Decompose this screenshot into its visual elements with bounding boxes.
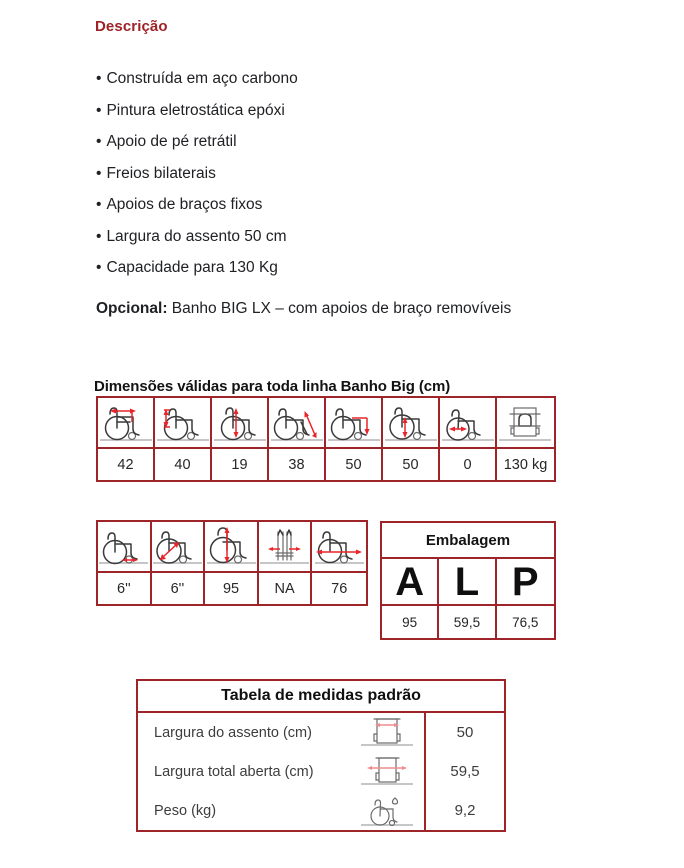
standard-measure-label: Peso (kg) xyxy=(154,802,217,819)
table-cell: 38 xyxy=(269,447,326,480)
standard-measure-value: 59,5 xyxy=(450,763,480,780)
wheelchair-folded-width-icon xyxy=(259,522,313,571)
standard-measure-value: 50 xyxy=(456,724,474,741)
table-cell: 6'' xyxy=(152,571,206,604)
list-item xyxy=(96,252,566,284)
table-cell: NA xyxy=(259,571,313,604)
table-row xyxy=(138,752,424,791)
list-item xyxy=(96,95,566,127)
table-cell: 95 xyxy=(205,571,259,604)
packaging-letter: A xyxy=(395,559,425,604)
packaging-letter-row xyxy=(382,559,554,604)
dimensions-icon-row xyxy=(98,398,554,447)
standard-measure-value: 9,2 xyxy=(454,802,476,819)
table-cell: 6'' xyxy=(98,571,152,604)
packaging-value: 59,5 xyxy=(439,604,494,638)
optional-note xyxy=(96,300,511,318)
wheelchair-backrest-height-icon xyxy=(155,398,212,447)
standard-measure-label: Largura do assento (cm) xyxy=(154,724,312,741)
table-cell: 130 kg xyxy=(497,447,554,480)
wheelchair-footrest-length-icon xyxy=(269,398,326,447)
standard-measures-body xyxy=(138,713,504,830)
table-cell: 0 xyxy=(440,447,497,480)
packaging-table xyxy=(380,521,556,640)
wheelchair-seat-width-front-icon xyxy=(350,713,424,752)
table-cell xyxy=(497,604,554,638)
description-heading: Descrição xyxy=(95,18,168,35)
optional-value: Banho BIG LX – com apoios de braço removíveis xyxy=(167,300,512,317)
optional-label: Opcional: xyxy=(96,300,168,317)
table-cell xyxy=(382,604,439,638)
list-item-label: Freios bilaterais xyxy=(106,164,216,182)
extra-icon-row xyxy=(98,522,366,571)
bullet-icon: • xyxy=(96,70,102,87)
wheelchair-total-height-icon xyxy=(205,522,259,571)
packaging-letter: L xyxy=(454,559,480,604)
list-item-label: Pintura eletrostática epóxi xyxy=(106,101,285,119)
table-cell xyxy=(382,559,439,604)
wheelchair-front-caster-icon xyxy=(98,522,152,571)
bullet-icon: • xyxy=(96,259,102,276)
table-row xyxy=(138,713,424,752)
packaging-table-title: Embalagem xyxy=(382,523,554,559)
wheelchair-seat-height-icon xyxy=(212,398,269,447)
wheelchair-total-width-front-icon xyxy=(350,752,424,791)
list-item-label: Capacidade para 130 Kg xyxy=(106,259,278,276)
extra-value-row xyxy=(98,571,366,604)
bullet-icon: • xyxy=(96,133,102,150)
list-item-label: Apoios de braços fixos xyxy=(106,196,263,213)
list-item xyxy=(96,126,566,158)
standard-measures-values xyxy=(426,713,504,830)
wheelchair-armrest-height-icon xyxy=(326,398,383,447)
table-cell: 42 xyxy=(98,447,155,480)
list-item-label: Largura do assento 50 cm xyxy=(106,227,287,245)
table-cell: 76 xyxy=(312,571,366,604)
packaging-value: 95 xyxy=(382,604,437,638)
bullet-icon: • xyxy=(96,101,102,119)
table-cell: 50 xyxy=(383,447,440,480)
dimensions-table xyxy=(96,396,556,482)
dimensions-table-title: Dimensões válidas para toda linha Banho Big (cm) xyxy=(94,378,451,395)
list-item xyxy=(96,158,566,190)
dimensions-value-row xyxy=(98,447,554,480)
wheelchair-weight-icon xyxy=(350,791,424,830)
wheelchair-seat-width-icon xyxy=(98,398,155,447)
table-cell xyxy=(439,604,496,638)
standard-measures-title: Tabela de medidas padrão xyxy=(138,681,504,713)
table-cell xyxy=(439,559,496,604)
wheelchair-rear-wheel-diameter-icon xyxy=(152,522,206,571)
bullet-icon: • xyxy=(96,227,102,245)
extra-dimensions-table xyxy=(96,520,368,606)
standard-measures-table xyxy=(136,679,506,832)
table-cell: 19 xyxy=(212,447,269,480)
list-item xyxy=(96,221,566,253)
wheelchair-seat-depth-icon xyxy=(383,398,440,447)
packaging-letter: P xyxy=(511,559,539,604)
standard-measure-label: Largura total aberta (cm) xyxy=(154,763,314,780)
standard-measures-labels xyxy=(138,713,426,830)
packaging-value: 76,5 xyxy=(497,604,554,638)
table-cell: 50 xyxy=(326,447,383,480)
list-item xyxy=(96,63,566,95)
packaging-value-row xyxy=(382,604,554,638)
wheelchair-front-view-icon xyxy=(497,398,554,447)
table-row xyxy=(138,791,424,830)
description-bullet-list xyxy=(96,63,566,284)
wheelchair-rear-wheel-icon xyxy=(440,398,497,447)
list-item xyxy=(96,189,566,221)
wheelchair-total-length-icon xyxy=(312,522,366,571)
list-item-label: Apoio de pé retrátil xyxy=(106,133,237,150)
bullet-icon: • xyxy=(96,196,102,213)
bullet-icon: • xyxy=(96,164,102,182)
table-cell xyxy=(497,559,554,604)
table-cell: 40 xyxy=(155,447,212,480)
list-item-label: Construída em aço carbono xyxy=(106,70,298,87)
